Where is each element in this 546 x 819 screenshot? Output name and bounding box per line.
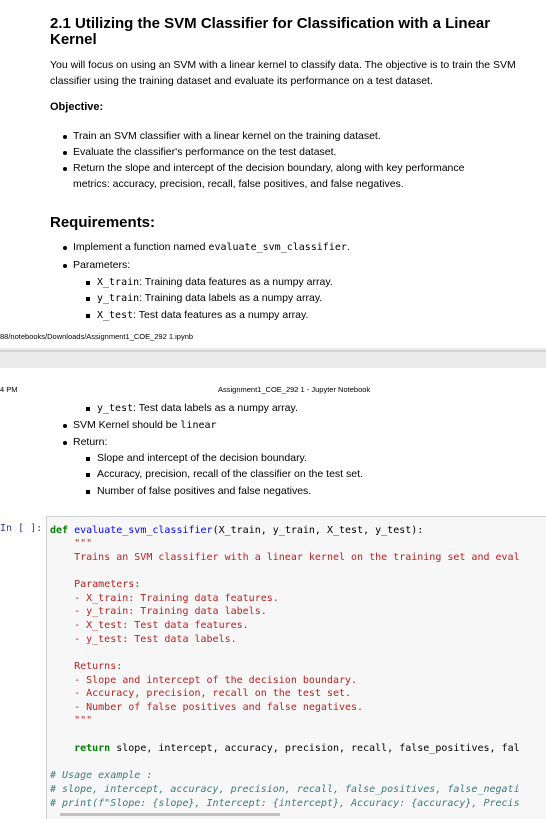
bullet-icon xyxy=(63,441,67,445)
square-bullet-icon xyxy=(86,297,90,301)
section-title: 2.1 Utilizing the SVM Classifier for Classification with a Linear Kernel xyxy=(50,15,491,48)
docstring-return: - Number of false positives and false negatives. xyxy=(50,702,364,713)
docstring-line: Trains an SVM classifier with a linear kernel on the training set and eval xyxy=(50,552,520,563)
square-bullet-icon xyxy=(86,457,90,461)
objective-item: Train an SVM classifier with a linear kernel on the training dataset. xyxy=(73,130,381,142)
return-item: Number of false positives and false negatives. xyxy=(97,485,312,497)
bullet-icon xyxy=(63,424,67,428)
bullet-icon xyxy=(63,264,67,268)
requirements-heading: Requirements: xyxy=(50,214,156,231)
docstring-return: - Slope and intercept of the decision boundary. xyxy=(50,675,358,686)
param-desc: : Training data labels as a numpy array. xyxy=(139,292,323,304)
requirement-parameters: Parameters: xyxy=(73,259,131,271)
requirement-suffix: . xyxy=(346,241,350,253)
param-code: y_train xyxy=(97,293,140,304)
cell-prompt: In [ ]: xyxy=(0,523,43,534)
function-name-code: evaluate_svm_classifier xyxy=(208,242,347,253)
notebook-page-1 xyxy=(0,0,546,348)
keyword-return: return xyxy=(50,743,111,754)
requirement-implement xyxy=(73,239,350,256)
code-line-def xyxy=(50,524,423,537)
page-break-line xyxy=(0,350,546,352)
objective-item: Evaluate the classifier's performance on the test dataset. xyxy=(73,146,337,158)
docstring-param: - X_test: Test data features. xyxy=(50,620,249,631)
docstring-param: - X_train: Training data features. xyxy=(50,593,279,604)
docstring-close: """ xyxy=(50,715,93,726)
kernel-code: linear xyxy=(180,420,217,431)
requirement-kernel xyxy=(73,417,217,434)
return-values: slope, intercept, accuracy, precision, recall, false_positives, fal xyxy=(110,743,520,754)
code-cell[interactable] xyxy=(46,516,546,819)
square-bullet-icon xyxy=(86,490,90,494)
docstring-open: """ xyxy=(50,538,93,549)
bullet-icon xyxy=(63,167,67,171)
param-code: X_train xyxy=(97,277,140,288)
param-item xyxy=(97,307,308,324)
objective-heading: Objective: xyxy=(50,101,104,113)
docstring-param: - y_test: Test data labels. xyxy=(50,634,237,645)
keyword-def: def xyxy=(50,525,69,536)
param-item xyxy=(97,290,322,307)
requirement-text: SVM Kernel should be xyxy=(73,419,181,431)
bullet-icon xyxy=(63,151,67,155)
intro-paragraph: You will focus on using an SVM with a linear kernel to classify data. The objective is to train the SVM classifier using the training dataset and evaluate its performance on a test dataset. xyxy=(50,59,516,87)
square-bullet-icon xyxy=(86,407,90,411)
code-comment: # Usage example : xyxy=(50,770,153,781)
param-item xyxy=(97,274,333,291)
print-footer-url: 88/notebooks/Downloads/Assignment1_COE_292 1.ipynb xyxy=(0,332,194,341)
param-desc: : Training data features as a numpy array. xyxy=(139,276,333,288)
print-header-time: 4 PM xyxy=(0,385,18,394)
return-item: Slope and intercept of the decision boundary. xyxy=(97,452,307,464)
param-desc: : Test data labels as a numpy array. xyxy=(133,402,298,414)
horizontal-scrollbar[interactable] xyxy=(60,813,280,816)
requirement-text: Implement a function named xyxy=(73,241,209,253)
code-comment: # print(f"Slope: {slope}, Intercept: {intercept}, Accuracy: {accuracy}, Precis xyxy=(50,798,520,809)
param-item xyxy=(97,400,298,417)
docstring-param: - y_train: Training data labels. xyxy=(50,606,267,617)
code-line-return xyxy=(50,742,520,755)
objective-item-cont: metrics: accuracy, precision, recall, false positives, and false negatives. xyxy=(73,178,404,190)
function-name: evaluate_svm_classifier xyxy=(74,525,213,536)
requirement-return: Return: xyxy=(73,436,108,448)
square-bullet-icon xyxy=(86,473,90,477)
param-desc: : Test data features as a numpy array. xyxy=(133,309,309,321)
param-code: X_test xyxy=(97,310,134,321)
square-bullet-icon xyxy=(86,281,90,285)
code-comment: # slope, intercept, accuracy, precision, recall, false_positives, false_negati xyxy=(50,784,520,795)
bullet-icon xyxy=(63,246,67,250)
bullet-icon xyxy=(63,135,67,139)
square-bullet-icon xyxy=(86,314,90,318)
function-signature: (X_train, y_train, X_test, y_test): xyxy=(212,525,424,536)
docstring-params-heading: Parameters: xyxy=(50,579,141,590)
print-header-title: Assignment1_COE_292 1 - Jupyter Notebook xyxy=(218,385,371,394)
return-item: Accuracy, precision, recall of the classifier on the test set. xyxy=(97,468,363,480)
objective-item: Return the slope and intercept of the decision boundary, along with key performance xyxy=(73,162,465,174)
param-code: y_test xyxy=(97,403,134,414)
docstring-return: - Accuracy, precision, recall on the test set. xyxy=(50,688,352,699)
docstring-returns-heading: Returns: xyxy=(50,661,123,672)
